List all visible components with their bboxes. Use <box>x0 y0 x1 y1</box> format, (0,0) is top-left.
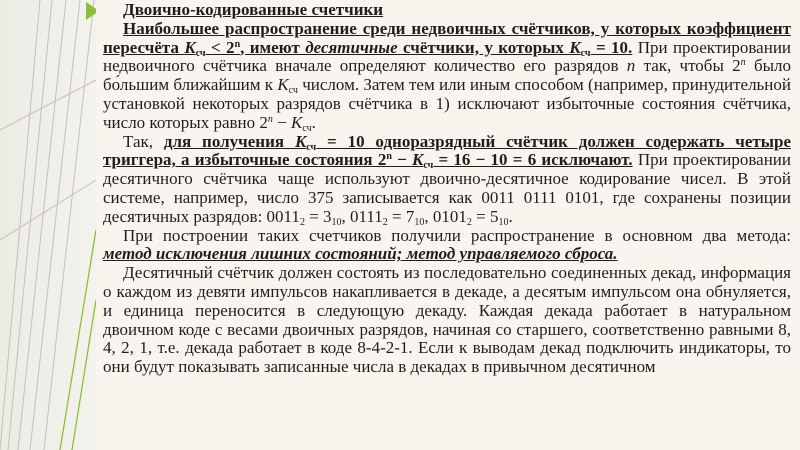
slide-title: Двоично-кодированные счетчики <box>123 0 384 19</box>
paragraph-3: При построении таких счетчиков получили распространение в основном два метода: метод исключения лишних состояний; метод управляемого сброса. <box>103 225 791 264</box>
paragraph-1: Наибольшее распространение среди недвоичных счётчиков, у которых коэффициент пересчёта $K_{сч} < 2^n$, имеют десятичные счётчики, у которых $K_{сч} = 10$. При проектировании недвоичного счётчика вначале определяют количество его разрядов n так, чтобы 2$^n$ было бо́льшим ближайшим к $K_{сч}$ числом. Затем тем или иным способом (например, принудительной установкой некоторых разрядов счётчика в 1) исключают избыточные состояния счётчика, число которых равно $2^n - K_{сч}$. <box>103 18 792 134</box>
paragraph-4: Десятичный счётчик должен состоять из последовательно соединенных декад, информация о каждом из девяти импульсов накапливается в декаде, а десятым импульсом она обнуляется, и единица переносится в следующую декаду. Каждая декада работает в натуральном двоичном коде с весами двоичных разрядов, начиная со старшего, соответственно равными 8, 4, 2, 1, т.е. декада работает в коде 8-4-2-1. Если к выводам декад подключить индикаторы, то они будут показывать записанные числа в декадах в привычном десятичном <box>103 263 791 377</box>
slide-content <box>103 1 791 377</box>
decorative-lines <box>0 0 96 450</box>
paragraph-2: Так, для получения $K_{сч} = 10$ одноразрядный счётчик должен содержать четыре триггера, а избыточные состояния $2^n - K_{сч} = 16 - 10 = 6$ исключают. При проектировании десятичного счётчика чаще используют двоично-десятичное кодирование чисел. В этой системе, например, число 375 записывается как 0011 0111 0101, где сохранены позиции десятичных разрядов: $0011_2 = 3_{10}$, $0111_2 = 7_{10}$, $0101_2 = 5_{10}$. <box>103 131 792 228</box>
bullet-arrow-icon <box>86 2 96 20</box>
